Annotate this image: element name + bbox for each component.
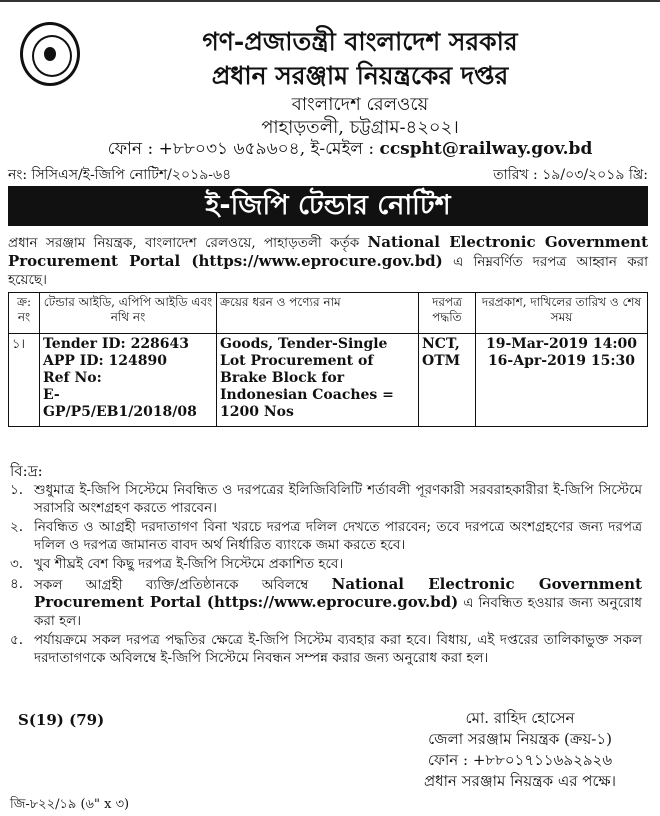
note-text: খুব শীঘ্রই বেশ কিছু দরপত্র ই-জিপি সিস্টেমে প্রকাশিত হবে। bbox=[34, 556, 344, 572]
note-text-post: এ নিবন্ধিত হওয়ার জন্য অনুরোধ করা হল। bbox=[34, 595, 642, 629]
row-ids bbox=[40, 334, 217, 427]
publish-date: 19-Mar-2019 14:00 bbox=[485, 336, 638, 352]
app-id: APP ID: 124890 bbox=[43, 353, 167, 369]
list-item bbox=[10, 556, 642, 574]
intro-portal: National Electronic Government Procurement Portal (https://www.eprocure.gov.bd) bbox=[8, 233, 649, 270]
reference-line bbox=[8, 163, 648, 187]
footer-code: জি-৮২২/১৯ (৬" x ৩) bbox=[10, 797, 130, 812]
note-number: ৪. bbox=[10, 575, 24, 592]
signatory-designation: জেলা সরঞ্জাম নিয়ন্ত্রক (ক্রয়-১) bbox=[428, 730, 612, 748]
note-number: ২. bbox=[10, 519, 24, 535]
row-dates bbox=[476, 334, 648, 427]
note-number: ১. bbox=[10, 482, 24, 498]
col-method: দরপত্র পদ্ধতি bbox=[419, 293, 476, 334]
note-portal: National Electronic Government Procurement Portal (https://www.eprocure.gov.bd) bbox=[34, 574, 642, 611]
note-text-pre: সকল আগ্রহী ব্যক্তি/প্রতিষ্ঠানকে অবিলম্বে bbox=[34, 576, 332, 593]
list-item bbox=[10, 519, 642, 554]
row-serial: ১। bbox=[9, 334, 40, 427]
note-text: নিবন্ধিত ও আগ্রহী দরদাতাগণ বিনা খরচে দরপত্র দলিল দেখতে পারবেন; তবে দরপত্রে অংশগ্রহণের জন্য দরপত্র দলিল ও দরপত্র জামানত বাবদ অর্থ নির্ধারিত ব্যাংকে জমা করতে হবে। bbox=[34, 519, 642, 553]
intro-text-1: প্রধান সরঞ্জাম নিয়ন্ত্রক, বাংলাদেশ রেলওয়ে, পাহাড়তলী কর্তৃক bbox=[8, 235, 368, 251]
notes-list bbox=[10, 482, 642, 669]
note-text bbox=[34, 576, 642, 631]
row-method: NCT, OTM bbox=[419, 334, 476, 427]
col-dates: দরপ্রকাশ, দাখিলের তারিখ ও শেষ সময় bbox=[476, 293, 648, 334]
ref-no: E-GP/P5/EB1/2018/08 bbox=[43, 387, 197, 420]
list-item bbox=[10, 632, 642, 667]
note-number: ৩. bbox=[10, 556, 24, 572]
list-item bbox=[10, 576, 642, 631]
note-text: পর্যায়ক্রমে সকল দরপত্র পদ্ধতির ক্ষেত্রে ই-জিপি সিস্টেম ব্যবহার করা হবে। বিধায়, এই দপ্তরের তালিকাভুক্ত সকল দরদাতাগণকে অবিলম্বে ই-জিপি সিস্টেমে নিবন্ধন সম্পন্ন করার জন্য অনুরোধ করা হল। bbox=[34, 632, 642, 666]
note-number: ৫. bbox=[10, 632, 24, 648]
header-government: গণ-প্রজাতন্ত্রী বাংলাদেশ সরকার bbox=[202, 27, 518, 56]
notice-banner: ই-জিপি টেন্ডার নোটিশ bbox=[8, 186, 648, 226]
top-rule bbox=[0, 0, 660, 7]
government-seal-icon bbox=[20, 22, 80, 86]
signatory-name: মো. রাহিদ হোসেন bbox=[465, 709, 575, 727]
intro-paragraph bbox=[8, 233, 648, 289]
header-railway: বাংলাদেশ রেলওয়ে bbox=[291, 94, 429, 115]
note-text: শুধুমাত্র ই-জিপি সিস্টেমে নিবন্ধিত ও দরপত্রের ইলিজিবিলিটি শর্তাবলী পূরণকারী সরবরাহকারীরা ই-জিপি সিস্টেমে সরাসরি অংশগ্রহণ করতে পারবেন। bbox=[34, 482, 642, 516]
notes-title: বি:দ্র: bbox=[10, 462, 43, 480]
tender-id: Tender ID: 228643 bbox=[43, 336, 190, 352]
intro-text-2: এ নিম্নবর্ণিত দরপত্র আহ্বান করা হয়েছে। bbox=[8, 254, 648, 288]
ref-label: Ref No: bbox=[43, 370, 102, 386]
contact-phone: ফোন : +৮৮০৩১ ৬৫৯৬০৪, ই-মেইল : bbox=[107, 139, 380, 159]
ad-code: S(19) (79) bbox=[18, 711, 105, 729]
signature-block bbox=[395, 708, 645, 792]
memo-date: তারিখ : ১৯/০৩/২০১৯ খ্রি: bbox=[493, 167, 648, 183]
header-office: প্রধান সরঞ্জাম নিয়ন্ত্রকের দপ্তর bbox=[211, 61, 509, 90]
col-serial: ক্র: নং bbox=[9, 293, 40, 334]
header-contact bbox=[60, 136, 640, 164]
memo-number: নং: সিসিএস/ই-জিপি নোটিশ/২০১৯-৬৪ bbox=[8, 167, 232, 183]
header-address: পাহাড়তলী, চট্টগ্রাম-৪২০২। bbox=[261, 117, 459, 138]
table-header-row bbox=[9, 293, 648, 334]
table-row bbox=[9, 334, 648, 427]
tender-table bbox=[8, 292, 648, 427]
row-description: Goods, Tender-Single Lot Procurement of Brake Block for Indonesian Coaches = 1200 Nos bbox=[217, 334, 419, 427]
contact-email: ccspht@railway.gov.bd bbox=[379, 139, 593, 159]
list-item bbox=[10, 482, 642, 517]
signatory-phone: ফোন : +৮৮০১৭১১৬৯২৯২৬ bbox=[427, 751, 613, 769]
col-ids: টেন্ডার আইডি, এপিপি আইডি এবং নথি নং bbox=[40, 293, 217, 334]
col-description: ক্রয়ের ধরন ও পণ্যের নাম bbox=[217, 293, 419, 334]
signatory-behalf: প্রধান সরঞ্জাম নিয়ন্ত্রক এর পক্ষে। bbox=[423, 772, 616, 790]
closing-date: 16-Apr-2019 15:30 bbox=[487, 353, 636, 369]
